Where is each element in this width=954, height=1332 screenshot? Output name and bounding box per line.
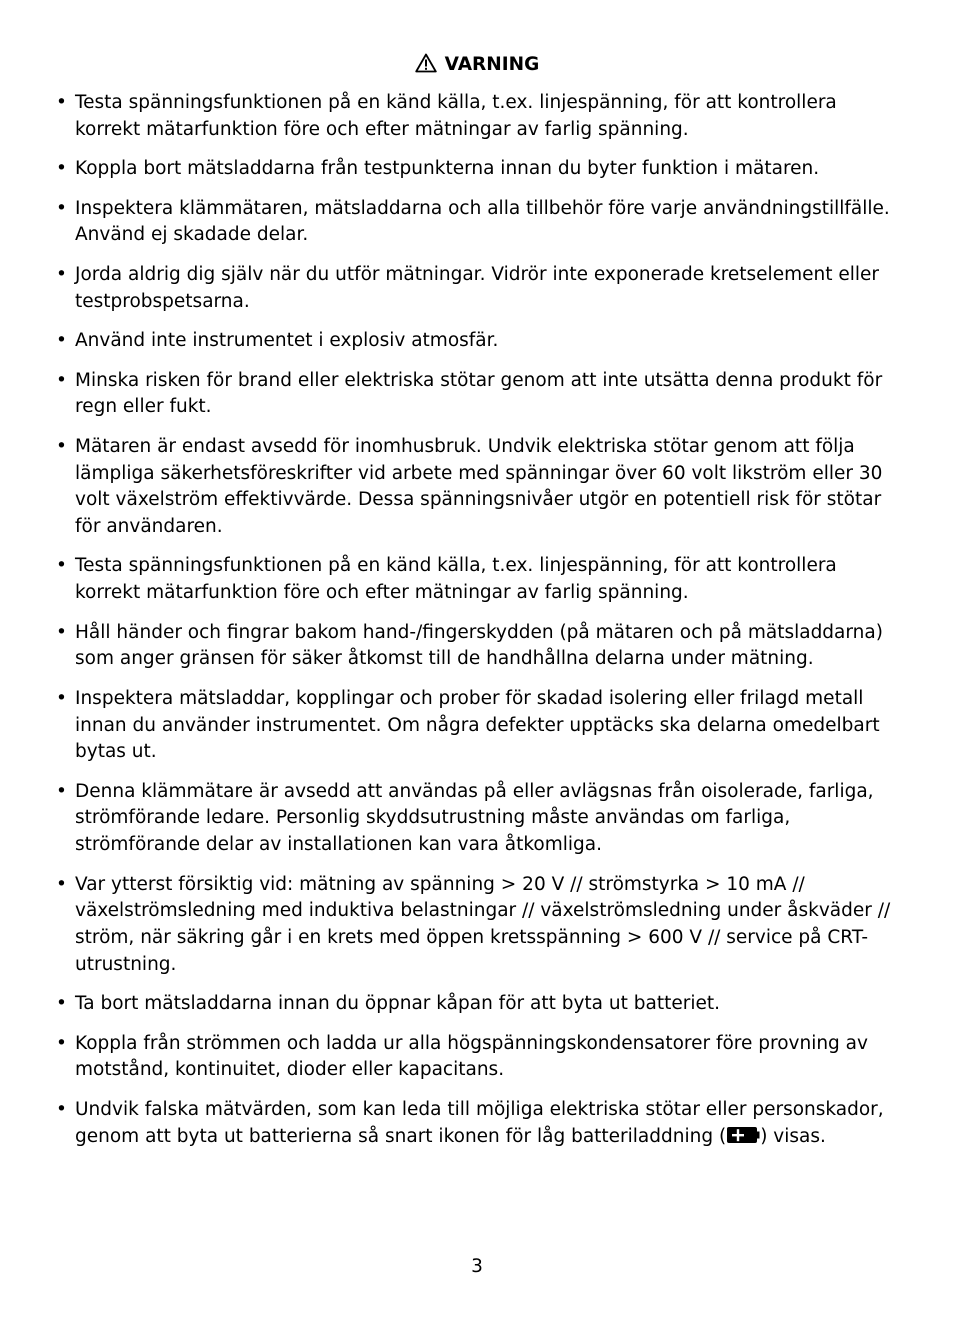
bullet: • [56, 621, 67, 643]
bullet: • [56, 435, 67, 457]
bullet: • [56, 158, 67, 180]
bullet: • [56, 197, 67, 219]
warning-heading-label: VARNING [444, 54, 540, 75]
list-item-text: Var ytterst försiktig vid: mätning av spänning > 20 V // strömstyrka > 10 mA // växelströmsledning med induktiva belastningar // växelströmsledning under åskväder // ström, när säkring går i en krets med öppen kretsspänning > 600 V // service på CRT-utrustning. [75, 873, 891, 975]
list-item-text: Inspektera klämmätaren, mätsladdarna och alla tillbehör före varje användningstillfälle. Använd ej skadade delar. [75, 197, 890, 246]
warning-heading [0, 52, 954, 78]
list-item [56, 368, 896, 421]
bullet: • [56, 555, 67, 577]
list-item-text-after-icon: ) visas. [760, 1125, 826, 1147]
bullet: • [56, 993, 67, 1015]
list-item [56, 1031, 896, 1084]
list-item [56, 1097, 896, 1150]
list-item-text: Mätaren är endast avsedd för inomhusbruk. Undvik elektriska stötar genom att följa lämpliga säkerhetsföreskrifter vid arbete med spänningar över 60 volt likström eller 30 volt växelström effektivvärde. Dessa spänningsnivåer utgör en potentiell risk för stötar för användaren. [75, 435, 883, 537]
warning-triangle-icon [415, 53, 437, 73]
list-item [56, 779, 896, 859]
list-item-text: Använd inte instrumentet i explosiv atmosfär. [75, 330, 499, 352]
page-number: 3 [471, 1256, 483, 1277]
bullet: • [56, 92, 67, 113]
low-battery-icon [726, 1125, 760, 1145]
list-item [56, 434, 896, 541]
bullet: • [56, 873, 67, 895]
list-item-text: Minska risken för brand eller elektriska stötar genom att inte utsätta denna produkt för regn eller fukt. [75, 369, 883, 418]
list-item-text: Ta bort mätsladdarna innan du öppnar kåpan för att byta ut batteriet. [75, 993, 720, 1015]
list-item-text: Testa spänningsfunktionen på en känd källa, t.ex. linjespänning, för att kontrollera korrekt mätarfunktion före och efter mätningar av farlig spänning. [75, 92, 837, 140]
bullet: • [56, 1098, 67, 1120]
bullet: • [56, 369, 67, 391]
list-item [56, 686, 896, 766]
list-item [56, 872, 896, 979]
list-item-text: Inspektera mätsladdar, kopplingar och prober för skadad isolering eller frilagd metall innan du använder instrumentet. Om några defekter upptäcks ska delarna omedelbart bytas ut. [75, 687, 880, 763]
bullet: • [56, 1032, 67, 1054]
list-item [56, 262, 896, 315]
bullet: • [56, 687, 67, 709]
list-item-text: Jorda aldrig dig själv när du utför mätningar. Vidrör inte exponerade kretselement eller testprobspetsarna. [75, 263, 879, 312]
list-item [56, 620, 896, 673]
list-item [56, 90, 896, 143]
list-item-text: Håll händer och fingrar bakom hand-/fingerskydden (på mätaren och på mätsladdarna) som anger gränsen för säker åtkomst till de handhållna delarna under mätning. [75, 621, 883, 670]
list-item-text: Koppla bort mätsladdarna från testpunkterna innan du byter funktion i mätaren. [75, 158, 820, 180]
bullet: • [56, 780, 67, 802]
list-item [56, 991, 896, 1018]
list-item [56, 328, 896, 355]
list-item-text: Denna klämmätare är avsedd att användas på eller avlägsnas från oisolerade, farliga, strömförande ledare. Personlig skyddsutrustning måste användas om farliga, strömförande delar av installationen kan vara åtkomliga. [75, 780, 874, 856]
list-item-text: Koppla från strömmen och ladda ur alla högspänningskondensatorer före provning av motstånd, kontinuitet, dioder eller kapacitans. [75, 1032, 868, 1081]
list-item [56, 156, 896, 183]
list-item-text-before-icon: Undvik falska mätvärden, som kan leda till möjliga elektriska stötar eller personskador, genom att byta ut batterierna så snart ikonen för låg batteriladdning ( [75, 1098, 884, 1147]
list-item [56, 196, 896, 249]
list-item-text: Testa spänningsfunktionen på en känd källa, t.ex. linjespänning, för att kontrollera korrekt mätarfunktion före och efter mätningar av farlig spänning. [75, 555, 837, 604]
bullet: • [56, 330, 67, 352]
warning-list [56, 90, 896, 1163]
bullet: • [56, 263, 67, 285]
list-item [56, 553, 896, 606]
